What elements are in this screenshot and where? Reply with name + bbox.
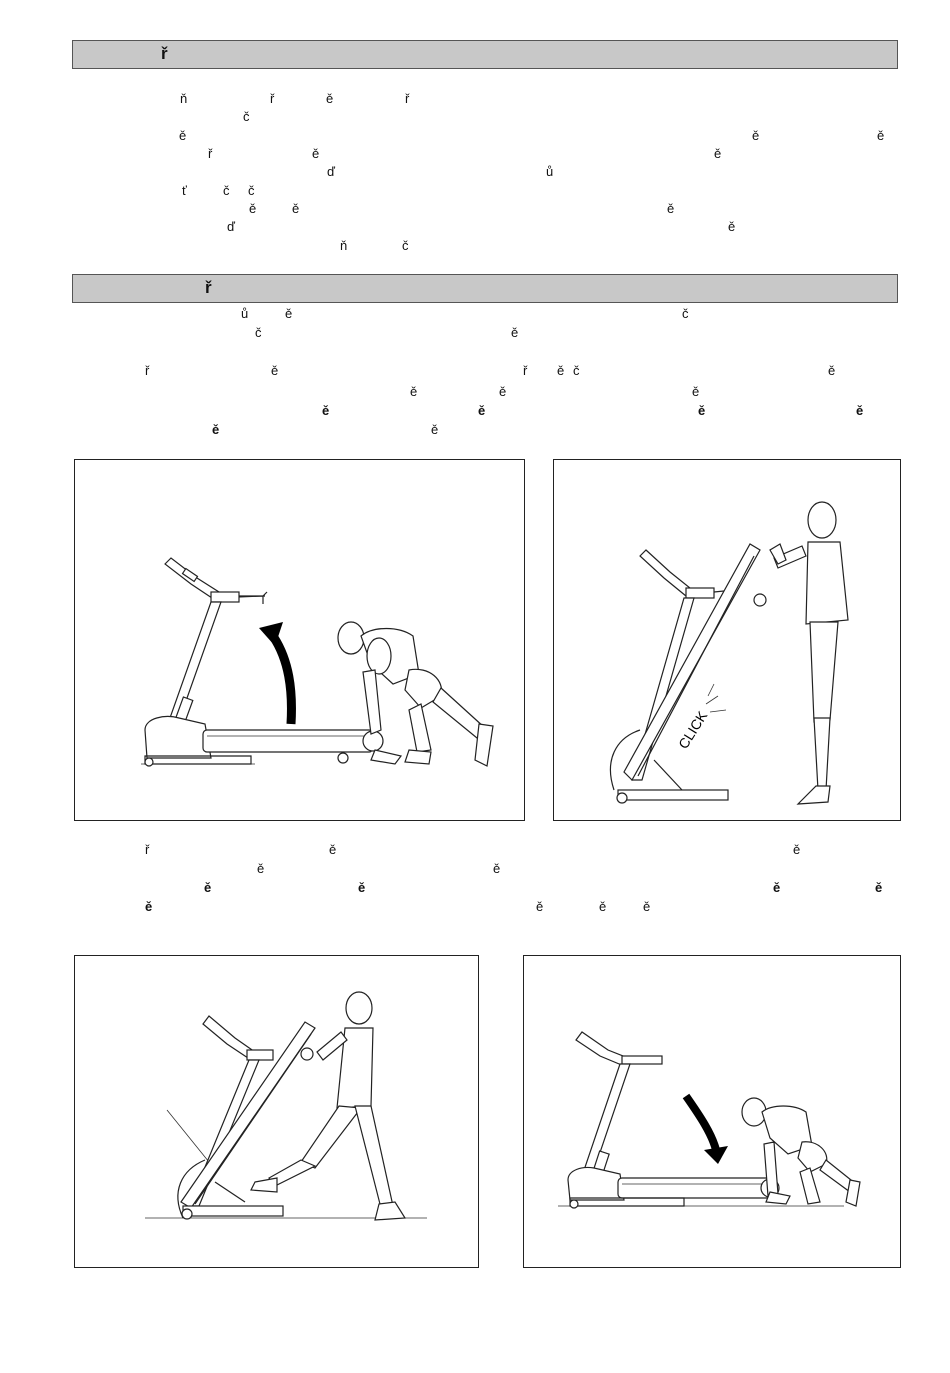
text-fragment: ů bbox=[546, 164, 554, 179]
section-2-heading-bar bbox=[72, 274, 898, 303]
text-fragment: ť bbox=[182, 183, 187, 198]
text-fragment: ě bbox=[249, 201, 257, 216]
text-fragment: ě bbox=[285, 306, 293, 321]
text-fragment: č bbox=[682, 306, 689, 321]
figure-4-illustration bbox=[524, 956, 902, 1269]
text-fragment: ě bbox=[329, 842, 337, 857]
text-fragment: ě bbox=[856, 403, 864, 418]
figure-2-deck-locked bbox=[553, 459, 901, 821]
text-fragment: ě bbox=[511, 325, 519, 340]
text-fragment: ě bbox=[145, 899, 153, 914]
text-fragment: ě bbox=[667, 201, 675, 216]
section-1-heading: ř bbox=[161, 44, 168, 63]
figure-4-lowering-deck bbox=[523, 955, 901, 1268]
text-fragment: ř bbox=[270, 91, 275, 106]
section-2-heading: ř bbox=[205, 278, 212, 297]
text-fragment: ř bbox=[145, 363, 150, 378]
text-fragment: č bbox=[255, 325, 262, 340]
text-fragment: ě bbox=[773, 880, 781, 895]
text-fragment: ě bbox=[478, 403, 486, 418]
text-fragment: ě bbox=[714, 146, 722, 161]
text-fragment: č bbox=[402, 238, 409, 253]
text-fragment: ě bbox=[431, 422, 439, 437]
text-fragment: ě bbox=[698, 403, 706, 418]
text-fragment: ů bbox=[241, 306, 249, 321]
text-fragment: č bbox=[573, 363, 580, 378]
text-fragment: ň bbox=[340, 238, 348, 253]
text-fragment: ď bbox=[227, 219, 235, 234]
figure-3-unlocking-deck bbox=[74, 955, 479, 1268]
text-fragment: ř bbox=[208, 146, 213, 161]
text-fragment: ě bbox=[536, 899, 544, 914]
text-fragment: ě bbox=[692, 384, 700, 399]
figure-3-illustration bbox=[75, 956, 480, 1269]
text-fragment: ě bbox=[358, 880, 366, 895]
text-fragment: ď bbox=[327, 164, 335, 179]
text-fragment: ě bbox=[312, 146, 320, 161]
text-fragment: ř bbox=[405, 91, 410, 106]
text-fragment: č bbox=[243, 109, 250, 124]
text-fragment: č bbox=[223, 183, 230, 198]
text-fragment: ě bbox=[326, 91, 334, 106]
text-fragment: ě bbox=[557, 363, 565, 378]
text-fragment: ě bbox=[257, 861, 265, 876]
text-fragment: ě bbox=[728, 219, 736, 234]
text-fragment: ě bbox=[752, 128, 760, 143]
figure-1-illustration bbox=[75, 460, 526, 822]
text-fragment: ě bbox=[793, 842, 801, 857]
click-sound-label: CLICK bbox=[674, 708, 711, 752]
text-fragment: ň bbox=[180, 91, 188, 106]
text-fragment: ř bbox=[523, 363, 528, 378]
text-fragment: ě bbox=[292, 201, 300, 216]
text-fragment: ě bbox=[599, 899, 607, 914]
text-fragment: č bbox=[248, 183, 255, 198]
text-fragment: ě bbox=[493, 861, 501, 876]
text-fragment: ě bbox=[643, 899, 651, 914]
text-fragment: ě bbox=[828, 363, 836, 378]
text-fragment: ě bbox=[875, 880, 883, 895]
text-fragment: ě bbox=[179, 128, 187, 143]
text-fragment: ě bbox=[212, 422, 220, 437]
text-fragment: ě bbox=[322, 403, 330, 418]
section-1-heading-bar bbox=[72, 40, 898, 69]
figure-2-illustration bbox=[554, 460, 902, 822]
text-fragment: ř bbox=[145, 842, 150, 857]
text-fragment: ě bbox=[499, 384, 507, 399]
text-fragment: ě bbox=[877, 128, 885, 143]
text-fragment: ě bbox=[410, 384, 418, 399]
text-fragment: ě bbox=[271, 363, 279, 378]
text-fragment: ě bbox=[204, 880, 212, 895]
figure-1-lifting-deck bbox=[74, 459, 525, 821]
